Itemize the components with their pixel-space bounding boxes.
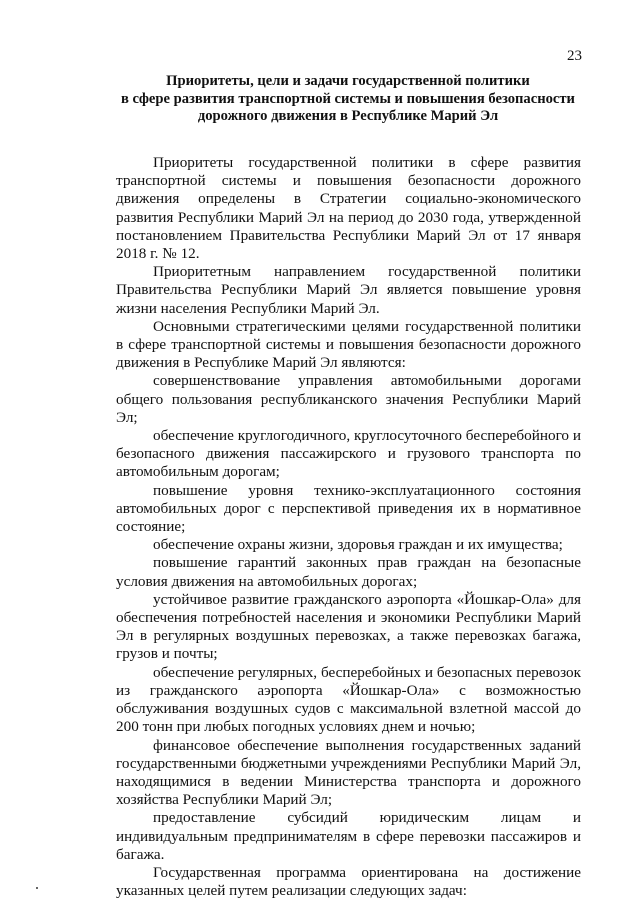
paragraph: Приоритеты государственной политики в сфере развития транспортной системы и повышения безопасности дорожного движения определены в Стратегии социально-экономического развития Республики Марий Эл на период до 2030 года, утвержденной постановлением Правительства Республики Марий Эл от 17 января 2018 г. № 12. <box>116 154 581 263</box>
heading-line: дорожного движения в Республике Марий Эл <box>197 108 499 124</box>
paragraph: финансовое обеспечение выполнения государственных заданий государственными бюджетными учреждениями Республики Марий Эл, находящимися в ведении Министерства транспорта и дорожного хозяйства Республики Марий Эл; <box>116 736 581 809</box>
paragraph: предоставление субсидий юридическим лицам и индивидуальным предпринимателям в сфере перевозки пассажиров и багажа. <box>116 809 581 863</box>
heading-line: Приоритеты, цели и задачи государственной политики <box>166 73 530 89</box>
paragraph: обеспечение охраны жизни, здоровья граждан и их имущества; <box>153 536 563 554</box>
paragraph: Приоритетным направлением государственной политики Правительства Республики Марий Эл является повышение уровня жизни населения Республики Марий Эл. <box>116 263 581 317</box>
page-number: 23 <box>567 48 582 64</box>
section-heading <box>106 73 590 126</box>
paragraph: Государственная программа ориентирована на достижение указанных целей путем реализации следующих задач: <box>116 863 581 900</box>
paragraph: совершенствование управления автомобильными дорогами общего пользования республиканского значения Республики Марий Эл; <box>116 372 581 426</box>
paragraph: повышение гарантий законных прав граждан на безопасные условия движения на автомобильных дорогах; <box>116 554 581 590</box>
paragraph: устойчивое развитие гражданского аэропорта «Йошкар-Ола» для обеспечения потребностей населения и экономики Республики Марий Эл в регулярных воздушных перевозках, а также перевозках багажа, грузов и почты; <box>116 590 581 663</box>
paragraph: обеспечение круглогодичного, круглосуточного бесперебойного и безопасного движения пассажирского и грузового транспорта по автомобильным дорогам; <box>116 427 581 481</box>
paragraph: Основными стратегическими целями государственной политики в сфере транспортной системы и повышения безопасности дорожного движения в Республике Марий Эл являются: <box>116 317 581 372</box>
paragraph: повышение уровня технико-эксплуатационного состояния автомобильных дорог с перспективой приведения их в нормативное состояние; <box>116 481 581 536</box>
heading-line: в сфере развития транспортной системы и повышения безопасности <box>121 90 575 107</box>
scan-speck <box>36 887 38 889</box>
body-text <box>116 154 581 900</box>
paragraph: обеспечение регулярных, бесперебойных и безопасных перевозок из гражданского аэропорта «Йошкар-Ола» с возможностью обслуживания воздушных судов с максимальной взлетной массой до 200 тонн при любых погодных условиях днем и ночью; <box>116 663 581 736</box>
